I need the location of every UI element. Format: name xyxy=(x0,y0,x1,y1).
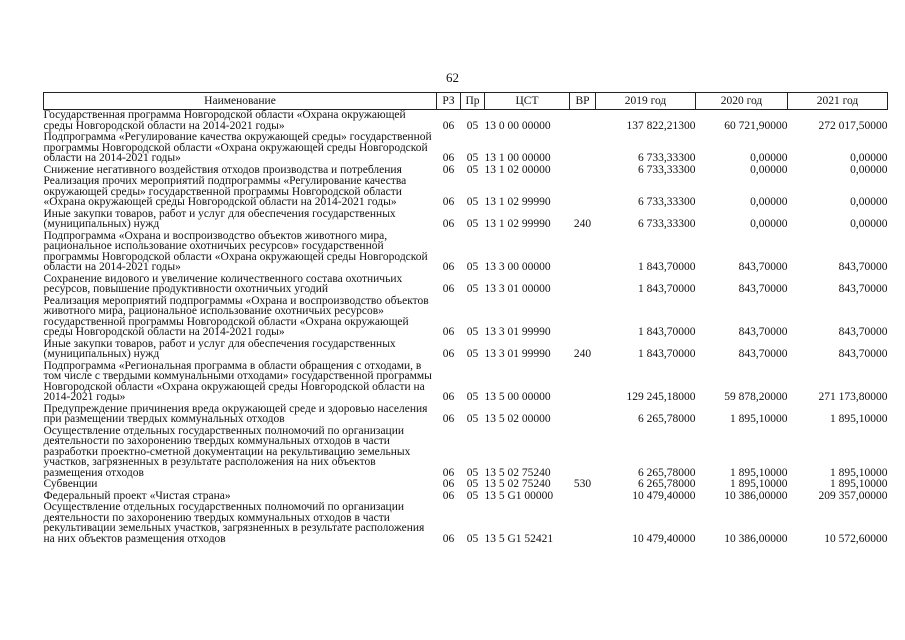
row-name: Реализация прочих мероприятий подпрограммы «Регулирование качества окружающей среды» государственной программы Новгородской области «Охрана окружающей среды Новгородской области на 2014-2021 годы» xyxy=(43,175,407,208)
row-value-2021: 272 017,50000 xyxy=(818,119,888,132)
header-name: Наименование xyxy=(44,93,437,110)
table-body xyxy=(44,110,888,546)
row-cst: 13 1 02 00000 xyxy=(484,163,551,176)
table-row xyxy=(44,502,888,545)
row-rz: 06 xyxy=(442,218,455,230)
row-pr: 05 xyxy=(466,391,479,403)
row-name: Предупреждение причинения вреда окружающей среде и здоровью населения при размещении твердых коммунальных отходов xyxy=(43,402,428,425)
row-vr xyxy=(570,502,596,545)
header-2020: 2020 год xyxy=(696,93,788,110)
table-row xyxy=(44,361,888,404)
row-name: Сохранение видового и увеличение количественного состава охотничьих ресурсов, повышение продуктивности охотничьих угодий xyxy=(43,272,403,295)
table-row xyxy=(44,209,888,231)
row-rz: 06 xyxy=(442,413,455,425)
row-value-2020: 843,70000 xyxy=(738,283,788,295)
row-rz: 06 xyxy=(442,152,455,164)
row-vr xyxy=(570,491,596,503)
row-vr xyxy=(570,165,596,177)
row-value-2019: 6 265,78000 xyxy=(638,413,696,425)
row-value-2021: 1 895,10000 xyxy=(830,478,888,490)
table-row xyxy=(44,110,888,133)
row-rz: 06 xyxy=(442,348,455,360)
row-value-2019: 1 843,70000 xyxy=(638,348,696,360)
row-cst: 13 5 G1 52421 xyxy=(484,532,554,545)
row-pr: 05 xyxy=(466,413,479,425)
row-rz: 06 xyxy=(442,119,455,132)
row-name: Иные закупки товаров, работ и услуг для обеспечения государственных (муниципальных) нужд xyxy=(43,207,396,230)
row-cst: 13 3 00 00000 xyxy=(484,261,551,273)
row-name: Осуществление отдельных государственных полномочий по организации деятельности по захоронению твердых коммунальных отходов в части разработки проектно-сметной документации на рекультивацию земельных участков, загрязненных в результате расположения на них объектов размещения отходов xyxy=(43,424,411,479)
row-name: Федеральный проект «Чистая страна» xyxy=(43,489,231,502)
row-value-2020: 0,00000 xyxy=(750,196,788,208)
row-vr xyxy=(570,426,596,480)
row-vr xyxy=(570,361,596,404)
table-row xyxy=(44,296,888,339)
row-vr xyxy=(570,231,596,274)
row-value-2020: 843,70000 xyxy=(738,348,788,360)
row-vr: 530 xyxy=(573,478,592,490)
row-vr xyxy=(570,296,596,339)
row-pr: 05 xyxy=(466,478,479,490)
row-name: Государственная программа Новгородской области «Охрана окружающей среды Новгородской области на 2014-2021 годы» xyxy=(43,109,406,132)
budget-table xyxy=(43,92,888,545)
row-value-2021: 271 173,80000 xyxy=(818,391,888,403)
row-value-2019: 6 265,78000 xyxy=(638,478,696,490)
row-pr: 05 xyxy=(466,489,479,502)
row-cst: 13 5 02 75240 xyxy=(484,478,551,490)
header-rz: РЗ xyxy=(437,93,461,110)
row-value-2021: 843,70000 xyxy=(838,326,888,338)
row-value-2019: 1 843,70000 xyxy=(638,283,696,295)
row-value-2021: 0,00000 xyxy=(850,218,888,230)
row-cst: 13 3 01 99990 xyxy=(484,326,551,338)
row-pr: 05 xyxy=(466,348,479,360)
table-row xyxy=(44,274,888,296)
header-2021: 2021 год xyxy=(788,93,888,110)
row-cst: 13 1 02 99990 xyxy=(484,218,551,230)
row-rz: 06 xyxy=(442,466,455,479)
header-pr: Пр xyxy=(461,93,485,110)
row-pr: 05 xyxy=(466,218,479,230)
row-value-2020: 10 386,00000 xyxy=(724,489,788,502)
row-value-2020: 843,70000 xyxy=(738,261,788,273)
row-name: Подпрограмма «Охрана и воспроизводство объектов животного мира, рациональное использование охотничьих ресурсов» государственной программы Новгородской области «Охрана окружающей среды Новгородской области на 2014-2021 годы» xyxy=(43,229,428,273)
row-value-2019: 137 822,21300 xyxy=(626,119,696,132)
row-value-2019: 6 733,33300 xyxy=(638,163,696,176)
page-number: 62 xyxy=(446,70,459,85)
row-pr: 05 xyxy=(466,119,479,132)
row-value-2019: 1 843,70000 xyxy=(638,326,696,338)
header-vr: ВР xyxy=(570,93,596,110)
row-vr: 240 xyxy=(573,348,592,360)
row-value-2020: 0,00000 xyxy=(750,218,788,230)
table-header-row xyxy=(44,93,888,110)
row-pr: 05 xyxy=(466,532,479,545)
row-value-2019: 6 733,33300 xyxy=(638,196,696,208)
row-name: Снижение негативного воздействия отходов производства и потребления xyxy=(43,163,402,176)
row-value-2020: 60 721,90000 xyxy=(724,119,788,132)
table-row xyxy=(44,426,888,480)
header-2019: 2019 год xyxy=(596,93,696,110)
row-pr: 05 xyxy=(466,466,479,479)
row-vr xyxy=(570,110,596,133)
table-row xyxy=(44,479,888,491)
table-row xyxy=(44,231,888,274)
row-rz: 06 xyxy=(442,163,455,176)
row-value-2020: 1 895,10000 xyxy=(730,478,788,490)
table-row xyxy=(44,404,888,426)
row-value-2019: 10 479,40000 xyxy=(632,532,696,545)
row-vr xyxy=(570,176,596,209)
row-pr: 05 xyxy=(466,196,479,208)
row-cst: 13 3 01 99990 xyxy=(484,348,551,360)
row-rz: 06 xyxy=(442,489,455,502)
row-name: Иные закупки товаров, работ и услуг для обеспечения государственных (муниципальных) нужд xyxy=(43,337,396,360)
table-row xyxy=(44,339,888,361)
row-value-2019: 1 843,70000 xyxy=(638,261,696,273)
row-value-2021: 843,70000 xyxy=(838,283,888,295)
row-value-2020: 0,00000 xyxy=(750,163,788,176)
row-rz: 06 xyxy=(442,326,455,338)
row-rz: 06 xyxy=(442,283,455,295)
row-name: Субвенции xyxy=(43,478,98,490)
row-rz: 06 xyxy=(442,532,455,545)
row-vr xyxy=(570,404,596,426)
row-value-2021: 843,70000 xyxy=(838,261,888,273)
row-vr: 240 xyxy=(573,218,592,230)
row-value-2021: 1 895,10000 xyxy=(830,413,888,425)
row-value-2020: 843,70000 xyxy=(738,326,788,338)
row-rz: 06 xyxy=(442,196,455,208)
row-value-2019: 129 245,18000 xyxy=(626,391,696,403)
row-value-2020: 0,00000 xyxy=(750,152,788,164)
row-rz: 06 xyxy=(442,391,455,403)
row-value-2021: 0,00000 xyxy=(850,163,888,176)
row-value-2021: 10 572,60000 xyxy=(824,532,888,545)
row-value-2021: 0,00000 xyxy=(850,152,888,164)
row-pr: 05 xyxy=(466,261,479,273)
row-value-2019: 6 265,78000 xyxy=(638,466,696,479)
row-rz: 06 xyxy=(442,478,455,490)
table-row xyxy=(44,176,888,209)
row-vr xyxy=(570,132,596,165)
header-cst: ЦСТ xyxy=(485,93,570,110)
row-cst: 13 5 02 00000 xyxy=(484,413,551,425)
row-cst: 13 1 02 99990 xyxy=(484,196,551,208)
row-rz: 06 xyxy=(442,261,455,273)
row-value-2021: 0,00000 xyxy=(850,196,888,208)
row-value-2019: 10 479,40000 xyxy=(632,489,696,502)
row-value-2021: 209 357,00000 xyxy=(818,489,888,502)
row-vr xyxy=(570,274,596,296)
row-cst: 13 5 02 75240 xyxy=(484,466,551,479)
row-value-2021: 1 895,10000 xyxy=(830,466,888,479)
row-value-2020: 59 878,20000 xyxy=(724,391,788,403)
row-cst: 13 5 G1 00000 xyxy=(484,489,554,502)
row-cst: 13 5 00 00000 xyxy=(484,391,551,403)
row-name: Реализация мероприятий подпрограммы «Охрана и воспроизводство объектов животного мира, рациональное использование охотничьих ресурсов» государственной программы Новгородской области «Охрана окружающей среды Новгородской области на 2014-2021 годы» xyxy=(43,294,429,338)
row-cst: 13 3 01 00000 xyxy=(484,283,551,295)
row-name: Осуществление отдельных государственных полномочий по организации деятельности по захоронению твердых коммунальных отходов в части рекультивации земельных участков, загрязненных в результате расположения на них объектов размещения отходов xyxy=(43,501,425,545)
row-cst: 13 1 00 00000 xyxy=(484,152,551,164)
row-value-2021: 843,70000 xyxy=(838,348,888,360)
row-value-2019: 6 733,33300 xyxy=(638,152,696,164)
row-name: Подпрограмма «Регулирование качества окружающей среды» государственной программы Новгородской области «Охрана окружающей среды Новгородской области на 2014-2021 годы» xyxy=(43,131,432,164)
table-row xyxy=(44,132,888,165)
row-pr: 05 xyxy=(466,326,479,338)
row-pr: 05 xyxy=(466,163,479,176)
row-value-2020: 1 895,10000 xyxy=(730,413,788,425)
row-value-2020: 10 386,00000 xyxy=(724,532,788,545)
row-value-2020: 1 895,10000 xyxy=(730,466,788,479)
row-cst: 13 0 00 00000 xyxy=(484,119,551,132)
row-value-2019: 6 733,33300 xyxy=(638,218,696,230)
row-pr: 05 xyxy=(466,152,479,164)
row-pr: 05 xyxy=(466,283,479,295)
row-name: Подпрограмма «Региональная программа в области обращения с отходами, в том числе с твердыми коммунальными отходами» государственной программы Новгородской области «Охрана окружающей среды Новгородской области на 2014-2021 годы» xyxy=(43,359,432,403)
